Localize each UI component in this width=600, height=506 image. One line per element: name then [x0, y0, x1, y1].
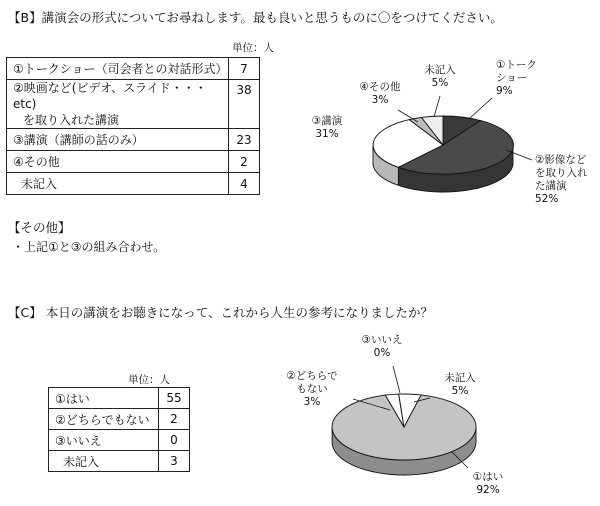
slice-label: ②どちらでもない — [286, 370, 338, 395]
section-b-question: 【B】講演会の形式についてお尋ねします。最も良いと思うものに〇をつけてください。 — [8, 10, 503, 25]
pie-chart — [312, 59, 588, 205]
slice-percent: 0% — [373, 347, 391, 359]
row-label: ②どちらでもない — [49, 409, 159, 430]
slice-label: ③講演 — [311, 115, 343, 127]
row-value: 4 — [229, 173, 260, 195]
row-label: ③いいえ — [49, 430, 159, 451]
row-value: 23 — [229, 129, 260, 151]
section-b-unit: 単位：人 — [232, 42, 274, 54]
other-heading: 【その他】 — [8, 220, 71, 235]
row-label: ④その他 — [7, 151, 229, 173]
row-value: 0 — [159, 430, 190, 451]
row-value: 38 — [229, 80, 260, 129]
slice-percent: 3% — [371, 94, 389, 106]
slice-percent: 5% — [451, 385, 469, 397]
row-label: ①はい — [49, 388, 159, 409]
slice-label: ①トークショー — [496, 59, 537, 84]
leader-line — [434, 96, 440, 117]
leader-line — [393, 366, 400, 393]
slice-percent: 9% — [496, 85, 513, 97]
section-c-unit: 単位：人 — [128, 374, 170, 386]
row-label: ①トークショー（司会者との対話形式） — [7, 58, 229, 80]
row-value: 2 — [229, 151, 260, 173]
row-value: 55 — [159, 388, 190, 409]
row-label-line1: ②映画など(ビデオ、スライド・・・etc) — [13, 81, 207, 111]
row-label: ③講演（講師の話のみ） — [7, 129, 229, 151]
slice-label: ④その他 — [359, 81, 401, 93]
slice-percent: 52% — [535, 193, 559, 205]
slice-label: ②影像などを取り入れた講演 — [535, 154, 588, 192]
slice-percent: 31% — [315, 128, 339, 140]
slice-label: 未記入 — [424, 64, 456, 76]
pie-chart — [286, 334, 503, 496]
section-c-question: 【C】 本日の講演をお聴きになって、これから人生の参考になりましたか？ — [8, 305, 433, 320]
other-note: ・上記①と③の組み合わせ。 — [12, 240, 166, 254]
row-label: 未記入 — [49, 451, 159, 472]
slice-label: 未記入 — [444, 372, 476, 384]
slice-percent: 92% — [476, 484, 500, 496]
leader-line — [470, 98, 492, 118]
row-value: 3 — [159, 451, 190, 472]
row-label-line2: を取り入れた講演 — [23, 113, 120, 127]
row-value: 7 — [229, 58, 260, 80]
slice-percent: 3% — [303, 396, 321, 408]
row-label: 未記入 — [7, 173, 229, 195]
slice-percent: 5% — [431, 77, 449, 89]
slice-label: ③いいえ — [361, 334, 403, 346]
slice-label: ①はい — [472, 471, 504, 483]
row-value: 2 — [159, 409, 190, 430]
